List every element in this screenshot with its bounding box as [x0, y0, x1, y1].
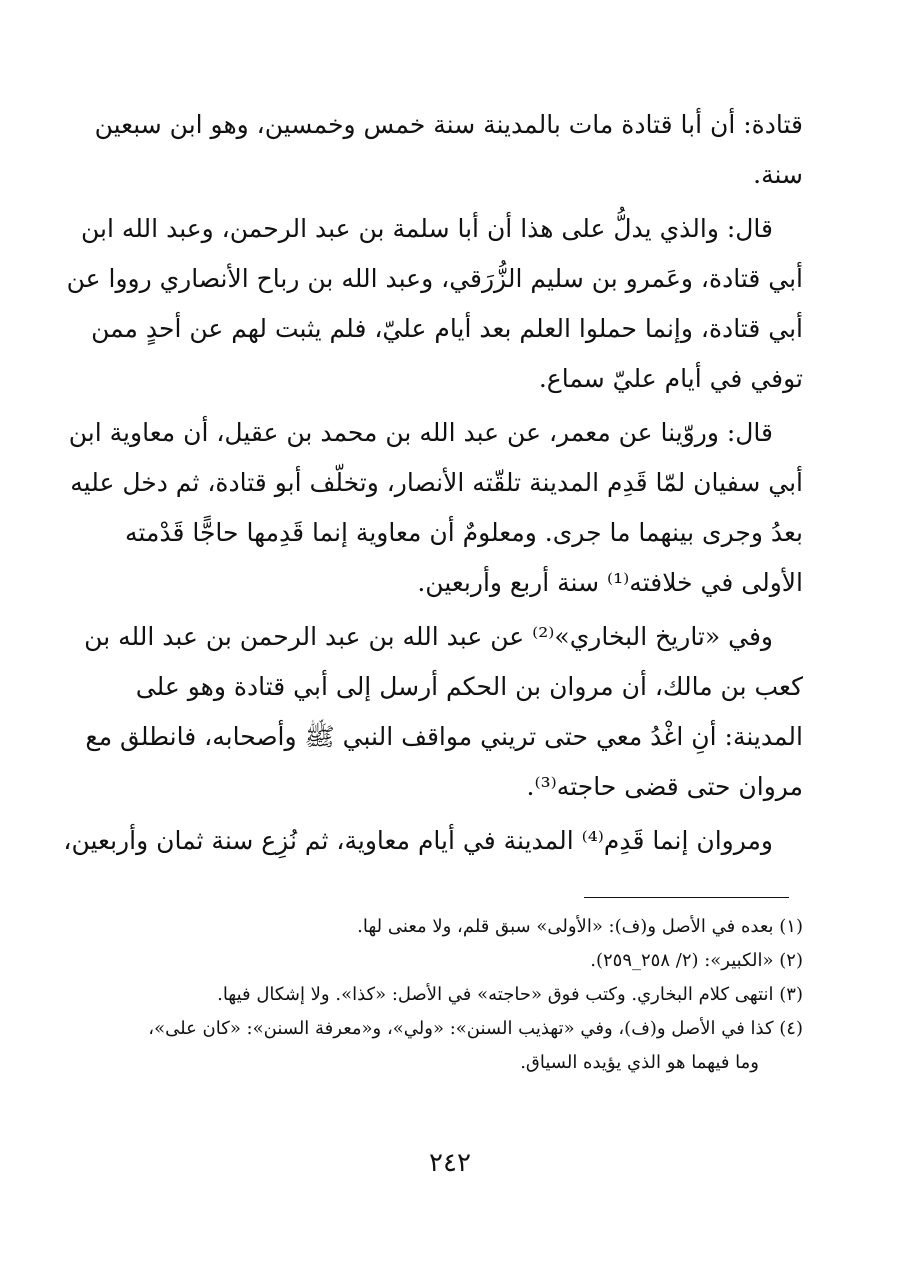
text-line: ومروان إنما قَدِم⁽⁴⁾ المدينة في أيام معاوية، ثم نُزِع سنة ثمان وأربعين، [63, 826, 773, 855]
text-line: كعب بن مالك، أن مروان بن الحكم أرسل إلى أبي قتادة وهو على [135, 672, 803, 701]
text-line: توفي في أيام عليّ سماع. [538, 364, 803, 393]
footnote-1: (١) بعده في الأصل و(ف): «الأولى» سبق قلم، ولا معنى لها. [357, 916, 803, 937]
footnote-3: (٣) انتهى كلام البخاري. وكتب فوق «حاجته» في الأصل: «كذا». ولا إشكال فيها. [217, 984, 803, 1005]
text-line: وفي «تاريخ البخاري»⁽²⁾ عن عبد الله بن عبد الرحمن بن عبد الله بن [84, 622, 773, 651]
paragraph-3 [68, 408, 803, 608]
paragraph-5 [63, 816, 803, 866]
footnote-4-continued: وما فيهما هو الذي يؤيده السياق. [520, 1052, 759, 1073]
footnotes [103, 910, 803, 1080]
text-line: قتادة: أن أبا قتادة مات بالمدينة سنة خمس وخمسين، وهو ابن سبعين [94, 110, 803, 139]
text-line: أبي قتادة، وعَمرو بن سليم الزُّرَقي، وعبد الله بن رباح الأنصاري رووا عن [66, 264, 803, 293]
text-line: أبي سفيان لمّا قَدِم المدينة تلقّته الأنصار، وتخلّف أبو قتادة، ثم دخل عليه [70, 468, 803, 497]
text-line: قال: والذي يدلُّ على هذا أن أبا سلمة بن عبد الرحمن، وعبد الله ابن [81, 214, 773, 243]
page-number: ٢٤٢ [429, 1148, 471, 1178]
footnote-divider [584, 897, 789, 898]
paragraph-2 [66, 204, 803, 404]
text-line: أبي قتادة، وإنما حملوا العلم بعد أيام عليّ، فلم يثبت لهم عن أحدٍ ممن [91, 314, 803, 343]
footnote-4: (٤) كذا في الأصل و(ف)، وفي «تهذيب السنن»: «ولي»، و«معرفة السنن»: «كان على»، [148, 1018, 803, 1039]
main-text [63, 100, 803, 870]
text-line: بعدُ وجرى بينهما ما جرى. ومعلومٌ أن معاوية إنما قَدِمها حاجًّا قَدْمته [125, 518, 803, 547]
footnote-2: (٢) «الكبير»: (٢/ ٢٥٨_٢٥٩). [590, 950, 803, 971]
text-line: سنة. [753, 160, 803, 189]
paragraph-4 [84, 612, 803, 812]
text-line: قال: وروّينا عن معمر، عن عبد الله بن محمد بن عقيل، أن معاوية ابن [68, 418, 773, 447]
text-line: المدينة: أنِ اغْدُ معي حتى تريني مواقف النبي ﷺ وأصحابه، فانطلق مع [85, 722, 803, 751]
paragraph-1 [94, 100, 803, 200]
text-line: مروان حتى قضى حاجته⁽³⁾. [526, 772, 803, 801]
text-line: الأولى في خلافته⁽¹⁾ سنة أربع وأربعين. [417, 568, 803, 597]
